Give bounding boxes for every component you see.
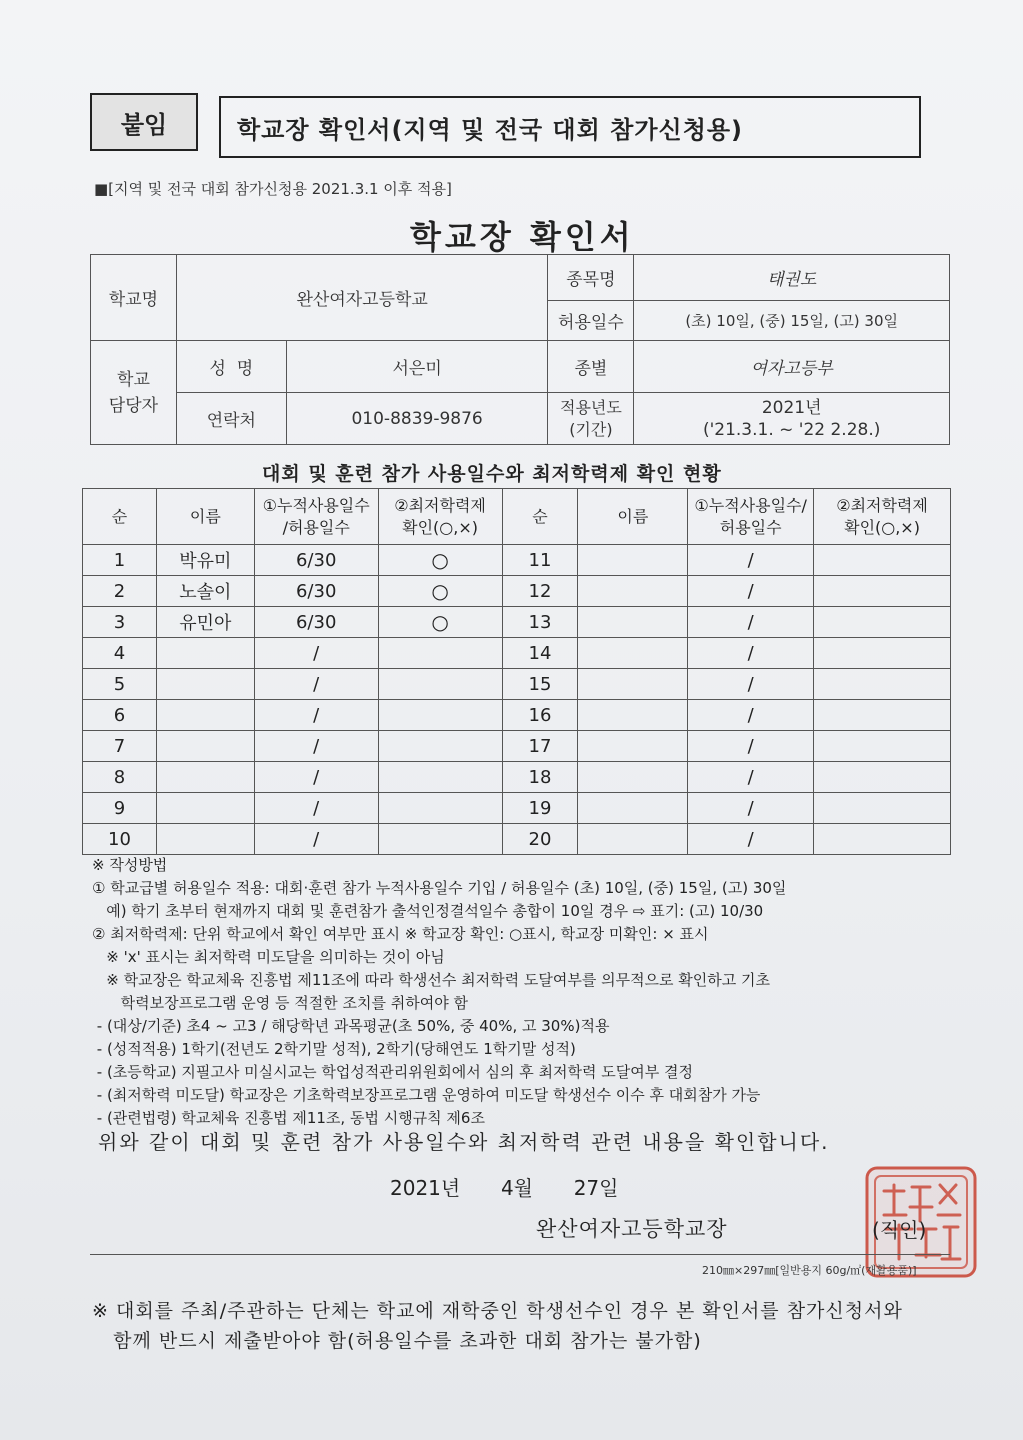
row-days: /	[254, 793, 378, 824]
allowed-days-label: 허용일수	[548, 301, 634, 341]
col-name: 이름	[156, 489, 254, 545]
contact-label: 연락처	[176, 393, 286, 445]
row-no-right: 11	[502, 545, 578, 576]
row-name-right	[578, 638, 688, 669]
row-check-right	[814, 669, 951, 700]
row-name-right	[578, 731, 688, 762]
row-check-right	[814, 576, 951, 607]
table-heading: 대회 및 훈련 참가 사용일수와 최저학력제 확인 현황	[262, 463, 722, 485]
school-info-table	[90, 254, 950, 445]
note-line: ※ 'x' 표시는 최저학력 미도달을 의미하는 것이 아님	[92, 948, 445, 966]
row-days-right: /	[688, 669, 814, 700]
row-name-right	[578, 607, 688, 638]
table-row	[83, 762, 951, 793]
col-check-line2: 확인(○,×)	[402, 517, 478, 537]
col-no: 순	[83, 489, 157, 545]
col-name-right: 이름	[578, 489, 688, 545]
row-days: 6/30	[254, 607, 378, 638]
sport-label: 종목명	[548, 255, 634, 301]
row-days: /	[254, 824, 378, 855]
row-check	[378, 731, 502, 762]
date-month: 4월	[500, 1176, 533, 1200]
header-title: 학교장 확인서(지역 및 전국 대회 참가신청용)	[219, 96, 921, 158]
row-days: /	[254, 762, 378, 793]
row-days: /	[254, 669, 378, 700]
row-days-right: /	[688, 607, 814, 638]
paper-spec: 210㎜×297㎜[일반용지 60g/㎡(재활용품)]	[702, 1264, 917, 1277]
row-name	[156, 793, 254, 824]
row-name	[156, 669, 254, 700]
row-check	[378, 793, 502, 824]
table-row	[83, 607, 951, 638]
manager-name-label: 성 명	[176, 341, 286, 393]
note-line: 예) 학기 초부터 현재까지 대회 및 훈련참가 출석인정결석일수 총합이 10일 경우 ⇨ 표기: (고) 10/30	[92, 902, 764, 920]
table-header-row	[83, 489, 951, 545]
row-name	[156, 762, 254, 793]
row-no-right: 19	[502, 793, 578, 824]
year-label: 적용년도 (기간)	[548, 393, 634, 445]
year-cell	[634, 393, 950, 445]
row-no-right: 12	[502, 576, 578, 607]
row-no: 8	[83, 762, 157, 793]
row-name	[156, 824, 254, 855]
note-line: ② 최저학력제: 단위 학교에서 확인 여부만 표시 ※ 학교장 확인: ○표시, 학교장 미확인: × 표시	[92, 925, 709, 943]
note-line: - (대상/기준) 초4 ~ 고3 / 해당학년 과목평균(초 50%, 중 40%, 고 30%)적용	[92, 1017, 610, 1035]
document-title: 학교장 확인서	[410, 218, 635, 256]
col-no-right: 순	[502, 489, 578, 545]
row-days-right: /	[688, 638, 814, 669]
row-check	[378, 669, 502, 700]
row-no: 1	[83, 545, 157, 576]
school-name-value: 완산여자고등학교	[176, 255, 548, 341]
note-line: ※ 학교장은 학교체육 진흥법 제11조에 따라 학생선수 최저학력 도달여부를 의무적으로 확인하고 기초	[92, 971, 771, 989]
table-row	[83, 824, 951, 855]
manager-name-value: 서은미	[286, 341, 548, 393]
row-check: ○	[378, 545, 502, 576]
row-no: 4	[83, 638, 157, 669]
principal-name: 완산여자고등학교장	[536, 1217, 728, 1241]
note-line: 학력보장프로그램 운영 등 적절한 조치를 취하여야 함	[92, 994, 468, 1012]
row-check-right	[814, 762, 951, 793]
row-name-right	[578, 824, 688, 855]
row-days: /	[254, 700, 378, 731]
row-name-right	[578, 669, 688, 700]
col-days-right-line1: ①누적사용일수/	[694, 495, 807, 515]
row-days-right: /	[688, 762, 814, 793]
row-no: 7	[83, 731, 157, 762]
table-row	[83, 576, 951, 607]
issue-date	[390, 1172, 618, 1201]
row-no: 2	[83, 576, 157, 607]
year-period: ('21.3.1. ~ '22 2.28.)	[702, 419, 881, 440]
row-check-right	[814, 700, 951, 731]
manager-label: 학교 담당자	[91, 341, 177, 445]
row-name-right	[578, 700, 688, 731]
row-check: ○	[378, 576, 502, 607]
note-line: - (성적적용) 1학기(전년도 2학기말 성적), 2학기(당해연도 1학기말 성적)	[92, 1040, 576, 1058]
row-name-right	[578, 545, 688, 576]
row-no: 9	[83, 793, 157, 824]
note-line: - (관련법령) 학교체육 진흥법 제11조, 동법 시행규칙 제6조	[92, 1109, 485, 1127]
row-check	[378, 700, 502, 731]
school-name-label: 학교명	[91, 255, 177, 341]
seal-label: (직인)	[872, 1218, 927, 1242]
row-check	[378, 638, 502, 669]
date-year: 2021년	[390, 1176, 461, 1200]
table-row	[83, 793, 951, 824]
table-row	[83, 669, 951, 700]
row-check: ○	[378, 607, 502, 638]
row-no-right: 18	[502, 762, 578, 793]
row-name-right	[578, 576, 688, 607]
note-line: ※ 작성방법	[92, 856, 168, 874]
row-check-right	[814, 731, 951, 762]
footnote-line-2: 함께 반드시 제출받아야 함(허용일수를 초과한 대회 참가는 불가함)	[92, 1330, 702, 1352]
row-name-right	[578, 793, 688, 824]
allowed-days-value: (초) 10일, (중) 15일, (고) 30일	[634, 301, 950, 341]
participation-table	[82, 488, 951, 855]
row-no-right: 13	[502, 607, 578, 638]
col-check-line1: ②최저학력제	[394, 495, 486, 515]
year-value: 2021년	[761, 397, 822, 418]
table-row	[83, 731, 951, 762]
row-days-right: /	[688, 576, 814, 607]
row-days: 6/30	[254, 545, 378, 576]
row-check-right	[814, 638, 951, 669]
contact-value: 010-8839-9876	[286, 393, 548, 445]
row-check-right	[814, 607, 951, 638]
row-no: 3	[83, 607, 157, 638]
row-days: /	[254, 638, 378, 669]
category-label: 종별	[548, 341, 634, 393]
row-days-right: /	[688, 700, 814, 731]
row-days: /	[254, 731, 378, 762]
col-check	[378, 489, 502, 545]
col-check-right-line2: 확인(○,×)	[844, 517, 920, 537]
row-no-right: 17	[502, 731, 578, 762]
col-days-line1: ①누적사용일수	[262, 495, 370, 515]
confirmation-statement: 위와 같이 대회 및 훈련 참가 사용일수와 최저학력 관련 내용을 확인합니다.	[98, 1130, 830, 1154]
row-no-right: 16	[502, 700, 578, 731]
row-days-right: /	[688, 545, 814, 576]
sport-value: 태권도	[634, 255, 950, 301]
col-days-right-line2: 허용일수	[719, 517, 782, 537]
col-days	[254, 489, 378, 545]
note-line: - (최저학력 미도달) 학교장은 기초학력보장프로그램 운영하여 미도달 학생선수 이수 후 대회참가 가능	[92, 1086, 761, 1104]
footnote-line-1: ※ 대회를 주최/주관하는 단체는 학교에 재학중인 학생선수인 경우 본 확인서를 참가신청서와	[92, 1300, 903, 1322]
row-no-right: 15	[502, 669, 578, 700]
row-check	[378, 762, 502, 793]
row-days-right: /	[688, 824, 814, 855]
writing-notes	[92, 854, 786, 1130]
row-no: 6	[83, 700, 157, 731]
row-check	[378, 824, 502, 855]
row-name-right	[578, 762, 688, 793]
category-value: 여자고등부	[634, 341, 950, 393]
col-check-right	[814, 489, 951, 545]
divider-line	[90, 1254, 950, 1255]
row-no-right: 14	[502, 638, 578, 669]
row-name: 박유미	[156, 545, 254, 576]
table-row	[83, 638, 951, 669]
row-name	[156, 700, 254, 731]
col-check-right-line1: ②최저학력제	[836, 495, 928, 515]
table-row	[83, 700, 951, 731]
note-line: ① 학교급별 허용일수 적용: 대회·훈련 참가 누적사용일수 기입 / 허용일수 (초) 10일, (중) 15일, (고) 30일	[92, 879, 787, 897]
row-no-right: 20	[502, 824, 578, 855]
row-name: 노솔이	[156, 576, 254, 607]
note-line: - (초등학교) 지필고사 미실시교는 학업성적관리위원회에서 심의 후 최저학력 도달여부 결정	[92, 1063, 693, 1081]
applicability-note: ■[지역 및 전국 대회 참가신청용 2021.3.1 이후 적용]	[94, 180, 452, 198]
row-no: 10	[83, 824, 157, 855]
row-days-right: /	[688, 793, 814, 824]
row-name	[156, 731, 254, 762]
row-days: 6/30	[254, 576, 378, 607]
row-check-right	[814, 824, 951, 855]
row-check-right	[814, 793, 951, 824]
attachment-badge: 붙임	[90, 93, 198, 151]
submission-footnote	[92, 1296, 903, 1356]
row-name	[156, 638, 254, 669]
row-name: 유민아	[156, 607, 254, 638]
col-days-line2: /허용일수	[282, 517, 350, 537]
table-row	[83, 545, 951, 576]
row-check-right	[814, 545, 951, 576]
col-days-right	[688, 489, 814, 545]
row-no: 5	[83, 669, 157, 700]
row-days-right: /	[688, 731, 814, 762]
date-day: 27일	[573, 1176, 619, 1200]
